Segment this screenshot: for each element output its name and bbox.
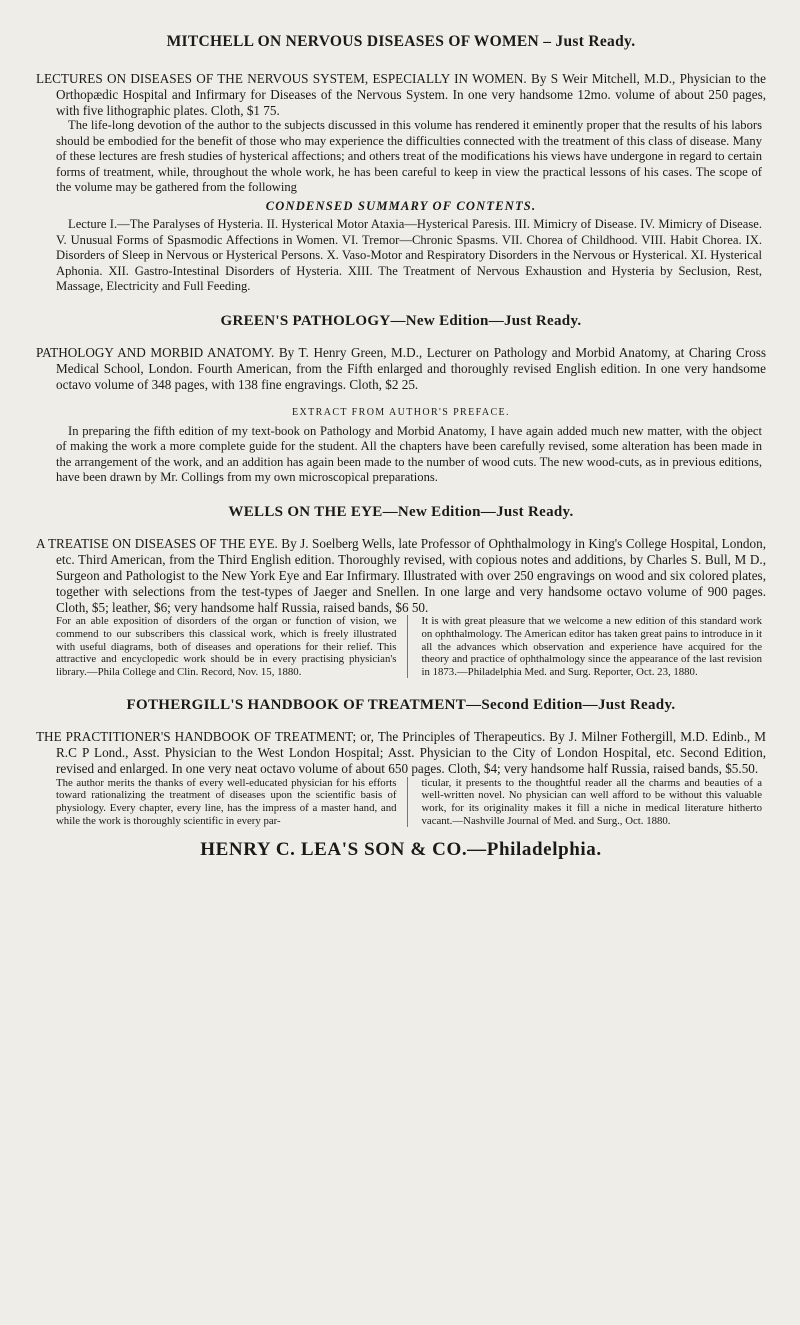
publisher-imprint: HENRY C. LEA'S SON & CO.—Philadelphia. (200, 839, 602, 861)
mitchell-description: The life-long devotion of the author to the subjects discussed in this volume has rendered it eminently proper that the results of his labors should be embodied for the benefit of those who may experience the difficulties connected with the treatment of this class of disease. Many of these lectures are fresh studies of hysterical affections; and others treat of the modifications his views have undergone in regard to certain forms of treatment, while, throughout the whole work, he has been careful to keep in view the practical lessons of his cases. The scope of the volume may be gathered from the following (56, 118, 762, 195)
fothergill-reviews (36, 777, 766, 827)
summary-contents: Lecture I.—The Paralyses of Hysteria. II. Hysterical Motor Ataxia—Hysterical Paresis. III. Mimicry of Disease. IV. Mimicry of Disease. V. Unusual Forms of Spasmodic Affections in Women. VI. Tremor—Chronic Spasms. VII. Chorea of Childhood. VIII. Habit Chorea. IX. Disorders of Sleep in Nervous or Hysterical Persons. X. Vaso-Motor and Respiratory Disorders in the Nervous or Hysterical. XI. Hysterical Aphonia. XII. Gastro-Intestinal Disorders of Hysteria. XIII. The Treatment of Nervous Exhaustion and Hysteria by Seclusion, Rest, Massage, Electricity and Full Feeding. (56, 217, 762, 294)
mitchell-heading: MITCHELL ON NERVOUS DISEASES OF WOMEN – Just Ready. (166, 33, 636, 50)
fothergill-review-right: ticular, it presents to the thoughtful reader all the charms and beauties of a well-written novel. No physician can well afford to be without this valuable work, for its originality makes it fill a niche in medical literature hitherto vacant.—Nashville Journal of Med. and Surg., Oct. 1880. (421, 776, 762, 827)
summary-heading: CONDENSED SUMMARY OF CONTENTS. (265, 199, 537, 214)
wells-heading: WELLS ON THE EYE—New Edition—Just Ready. (228, 504, 574, 521)
fothergill-entry: THE PRACTITIONER'S HANDBOOK OF TREATMENT; or, The Principles of Therapeutics. By J. Milner Fothergill, M.D. Edinb., M R.C P Lond., Asst. Physician to the West London Hospital; Asst. Physician to the City of London Hospital, etc. Second Edition, revised and enlarged. In one very neat octavo volume of about 650 pages. Cloth, $4; very handsome half Russia, raised bands, $5.50. (36, 729, 766, 777)
wells-review-right: It is with great pleasure that we welcome a new edition of this standard work on ophthalmology. The American editor has taken great pains to introduce in it all the advances which observation and experience have acquired for the theory and practice of ophthalmology since the appearance of the last revision in 1873.—Philadelphia Med. and Surg. Reporter, Oct. 23, 1880. (421, 615, 762, 678)
mitchell-entry: LECTURES ON DISEASES OF THE NERVOUS SYSTEM, ESPECIALLY IN WOMEN. By S Weir Mitchell, M.D., Physician to the Orthopædic Hospital and Infirmary for Diseases of the Nervous System. In one very handsome 12mo. volume of about 250 pages, with five lithographic plates. Cloth, $1 75. (36, 71, 766, 118)
preface-extract: In preparing the fifth edition of my text-book on Pathology and Morbid Anatomy, I have again added much new matter, with the object of making the work a more complete guide for the student. All the chapters have been carefully revised, some alteration has been made in the arrangement of the work, and an addition has again been made to the number of wood cuts. The new wood-cuts, as in previous editions, have been drawn by Mr. Collings from my own microscopical preparations. (56, 423, 762, 485)
green-entry: PATHOLOGY AND MORBID ANATOMY. By T. Henry Green, M.D., Lecturer on Pathology and Morbid Anatomy, at Charing Cross Medical School, London. Fourth American, from the Fifth enlarged and thoroughly revised English edition. In one very handsome octavo volume of 348 pages, with 138 fine engravings. Cloth, $2 25. (36, 345, 766, 393)
wells-reviews (36, 615, 766, 678)
extract-heading: EXTRACT FROM AUTHOR'S PREFACE. (292, 406, 510, 418)
wells-entry: A TREATISE ON DISEASES OF THE EYE. By J. Soelberg Wells, late Professor of Ophthalmology in King's College Hospital, London, etc. Third American, from the Third English edition. Thoroughly revised, with copious notes and additions, by Charles S. Bull, M D., Surgeon and Pathologist to the New York Eye and Ear Infirmary. Illustrated with over 250 engravings on wood and six colored plates, together with selections from the test-types of Jaeger and Snellen. In one large and very handsome octavo volume of 900 pages. Cloth, $5; leather, $6; very handsome half Russia, raised bands, $6 50. (36, 536, 766, 615)
fothergill-heading: FOTHERGILL'S HANDBOOK OF TREATMENT—Second Edition—Just Ready. (126, 697, 676, 714)
green-heading: GREEN'S PATHOLOGY—New Edition—Just Ready. (220, 313, 582, 330)
wells-review-left: For an able exposition of disorders of the organ or function of vision, we commend to our subscribers this classical work, which is freely illustrated with useful diagrams, both of diseases and operations for their relief. This attractive and encyclopedic work should be in every practising physician's library.—Phila College and Clin. Record, Nov. 15, 1880. (56, 615, 408, 678)
fothergill-review-left: The author merits the thanks of every well-educated physician for his efforts toward rationalizing the treatment of diseases upon the scientific basis of physiology. Every chapter, every line, has the impress of a master hand, and while the work is thoroughly scientific in every par- (56, 777, 408, 827)
